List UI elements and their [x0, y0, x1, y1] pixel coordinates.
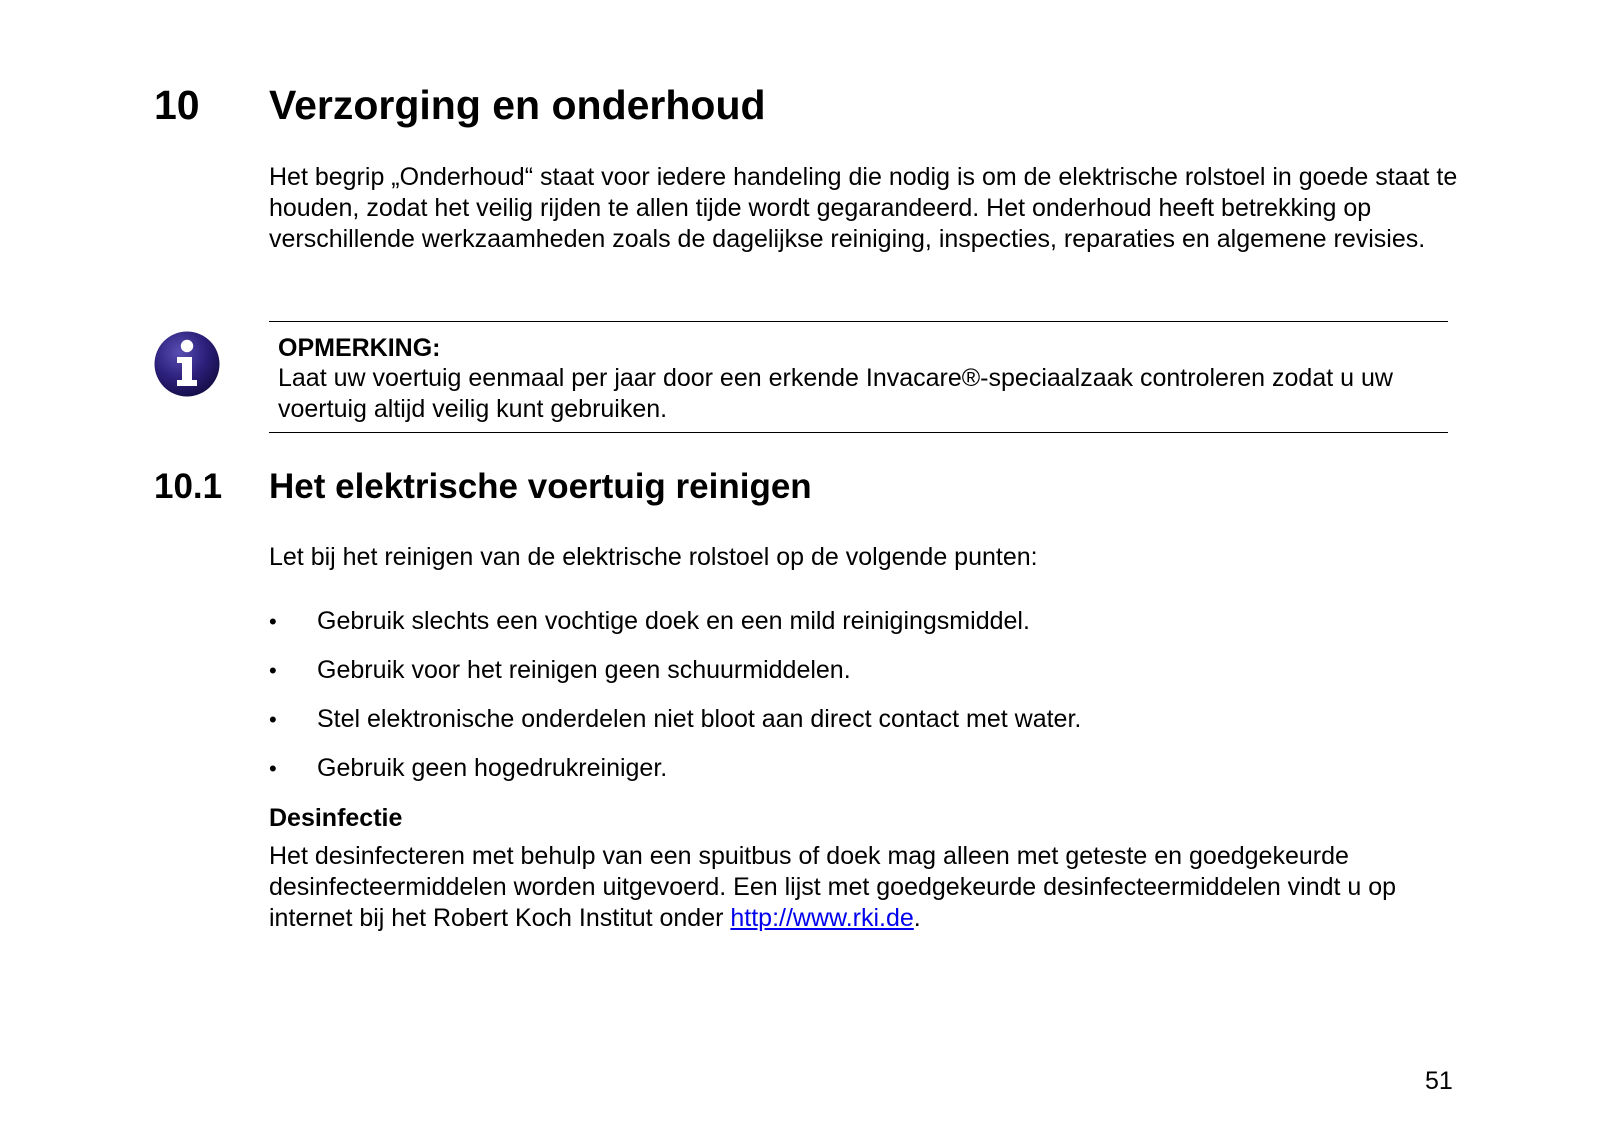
- bullet-icon: •: [269, 756, 277, 781]
- disinfection-paragraph: [269, 841, 1469, 934]
- bullet-text: Gebruik slechts een vochtige doek en een mild reinigingsmiddel.: [317, 607, 1030, 635]
- note-top-rule: [269, 321, 1448, 322]
- section-number: 10.1: [154, 467, 223, 506]
- disinfection-text-end: .: [913, 904, 921, 932]
- note-bottom-rule: [269, 432, 1448, 433]
- rki-link[interactable]: http://www.rki.de: [730, 904, 914, 932]
- chapter-title: Verzorging en onderhoud: [269, 82, 766, 128]
- section-lead: Let bij het reinigen van de elektrische rolstoel op de volgende punten:: [269, 543, 1038, 571]
- chapter-intro: Het begrip „Onderhoud“ staat voor iedere handeling die nodig is om de elektrische rolstoel in goede staat te houden, zodat het veilig rijden te allen tijde wordt gegarandeerd. Het onderhoud heeft betrekking op verschillende werkzaamheden zoals de dagelijkse reiniging, inspecties, reparaties en algemene revisies.: [269, 163, 1458, 253]
- chapter-number: 10: [154, 82, 200, 128]
- disinfection-heading: Desinfectie: [269, 804, 403, 832]
- bullet-text: Gebruik geen hogedrukreiniger.: [317, 754, 668, 782]
- bullet-icon: •: [269, 707, 277, 732]
- info-icon: [153, 330, 221, 398]
- section-title: Het elektrische voertuig reinigen: [269, 467, 812, 506]
- page-number: 51: [1425, 1067, 1453, 1095]
- bullet-icon: •: [269, 658, 277, 683]
- note-text: Laat uw voertuig eenmaal per jaar door een erkende Invacare®-speciaalzaak controleren zodat u uw voertuig altijd veilig kunt gebruiken.: [278, 364, 1393, 423]
- disinfection-text: Het desinfecteren met behulp van een spuitbus of doek mag alleen met geteste en goedgekeurde desinfecteermiddelen worden uitgevoerd. Een lijst met goedgekeurde desinfecteermiddelen vindt u op internet bij het Robert Koch Institut onder: [269, 842, 1397, 932]
- bullet-icon: •: [269, 609, 277, 634]
- bullet-text: Stel elektronische onderdelen niet bloot aan direct contact met water.: [317, 705, 1082, 733]
- bullet-text: Gebruik voor het reinigen geen schuurmiddelen.: [317, 656, 851, 684]
- note-label: OPMERKING:: [278, 334, 441, 362]
